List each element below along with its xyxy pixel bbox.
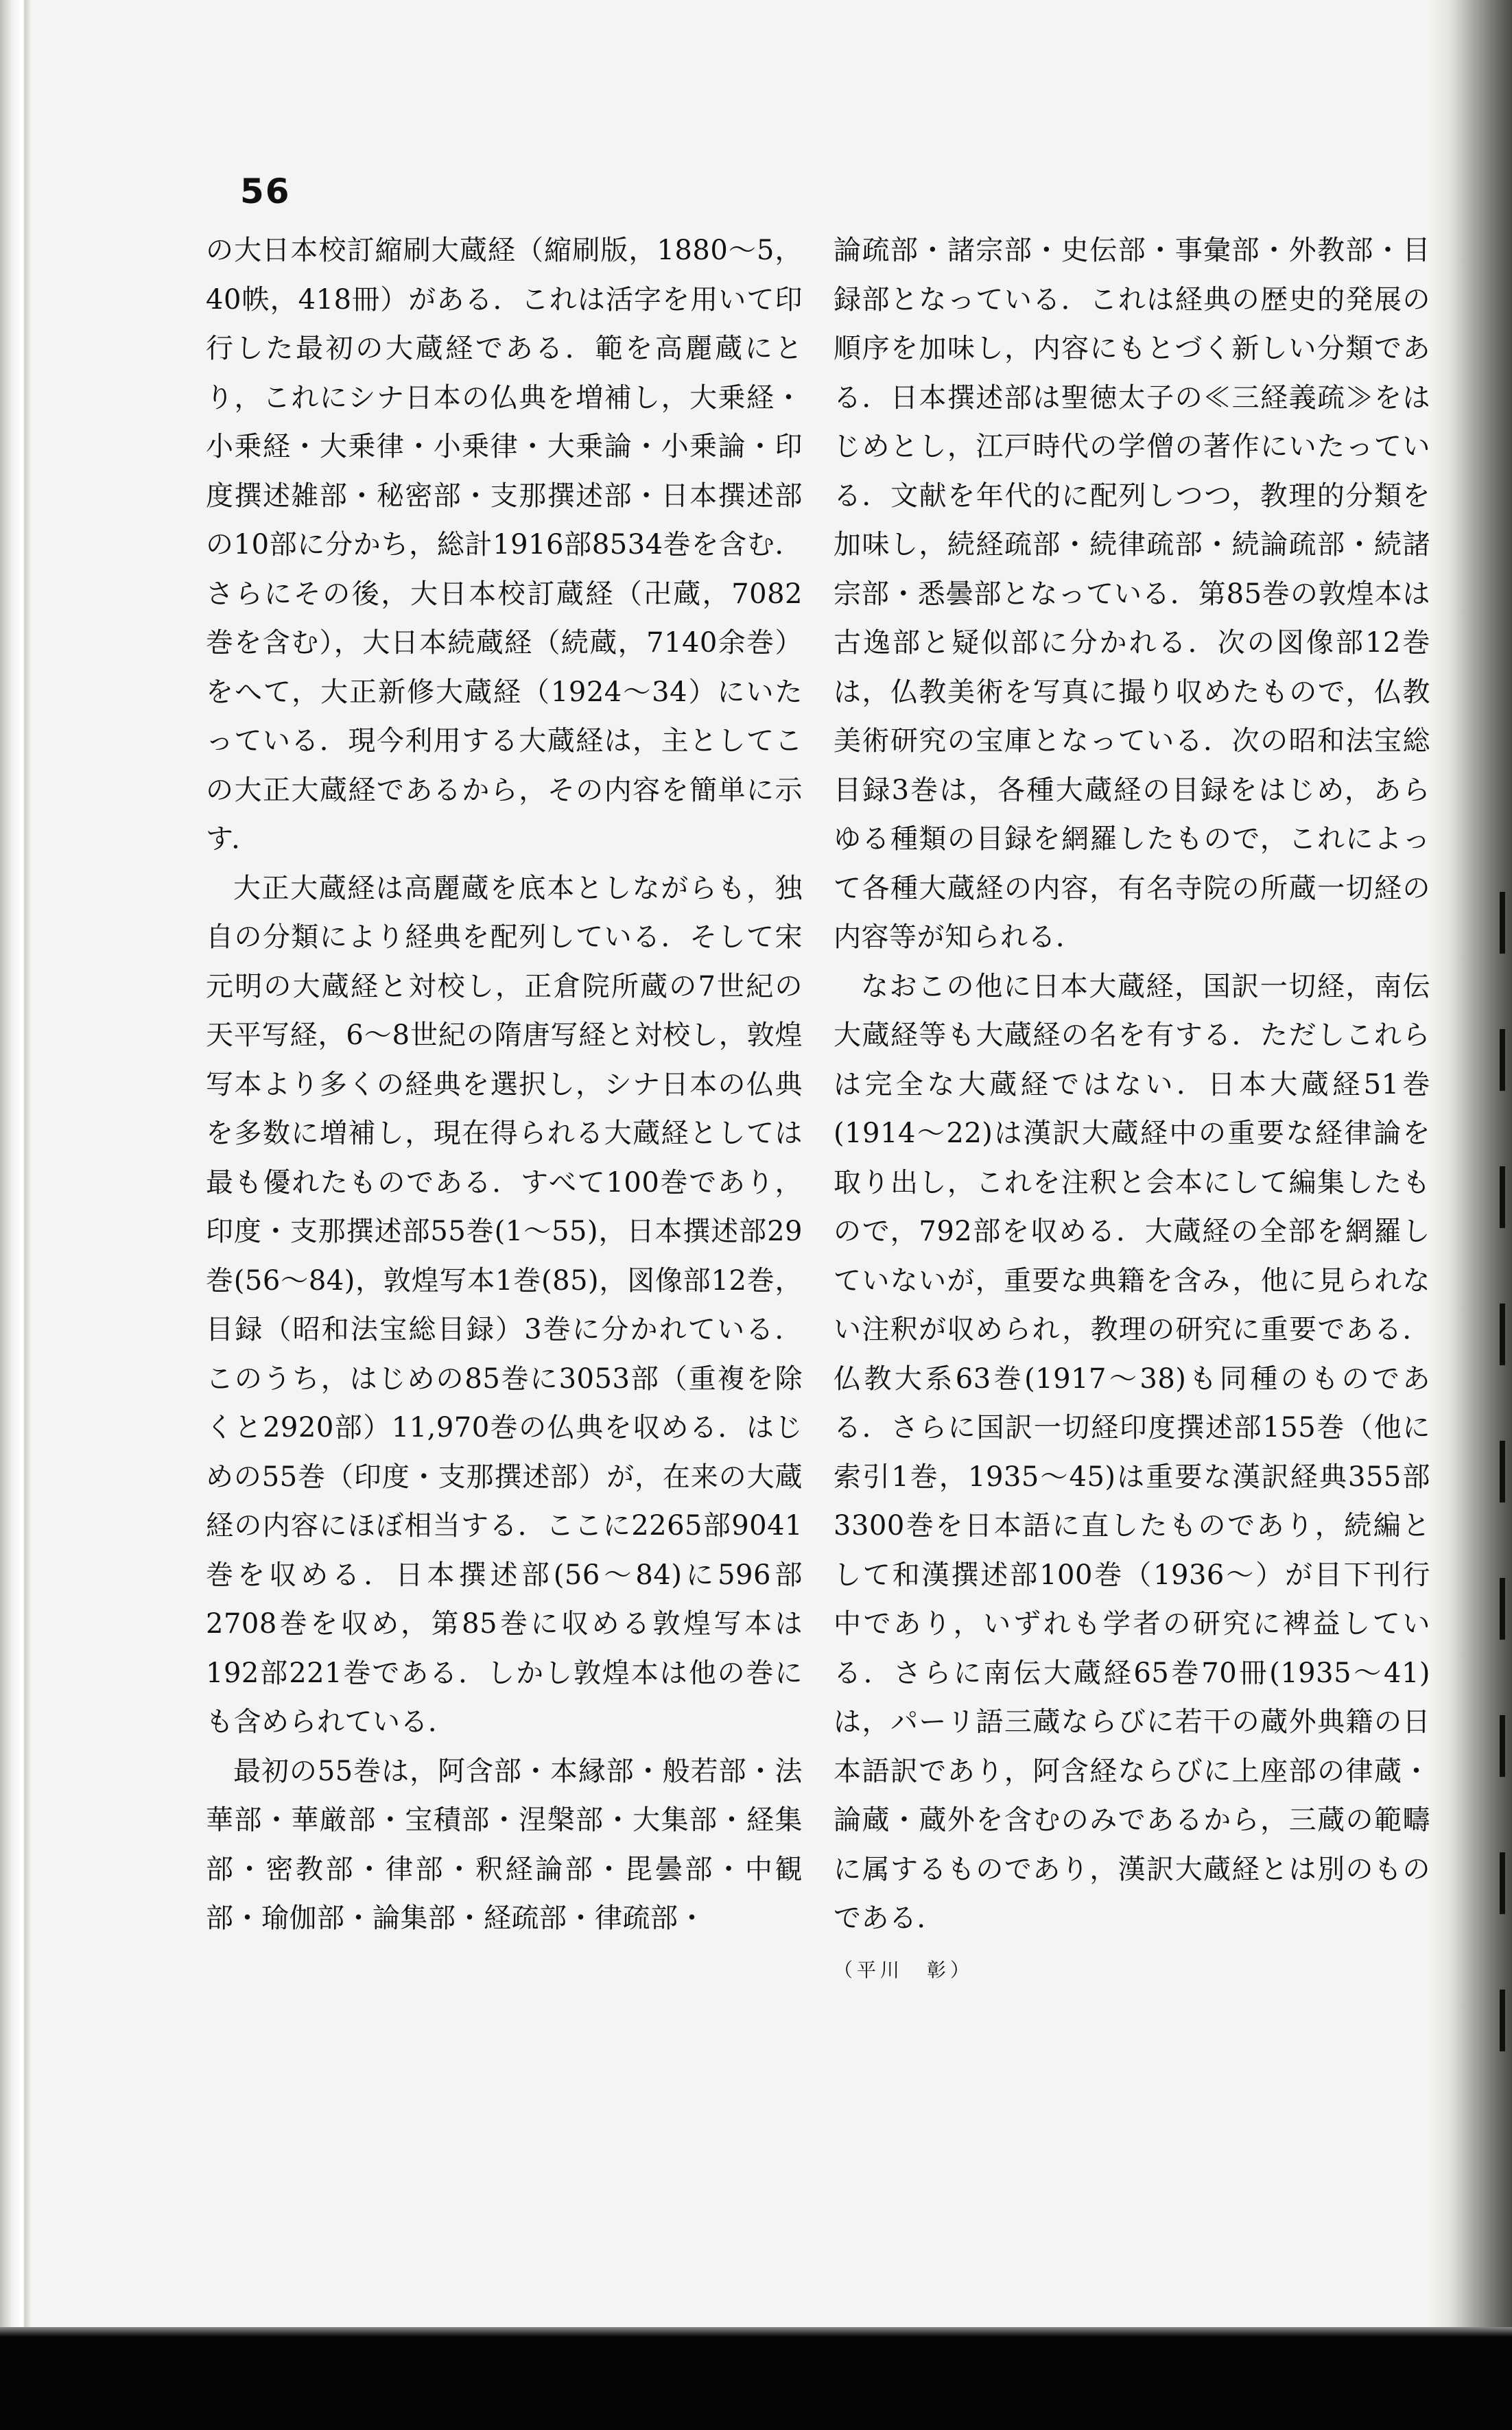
paragraph: なおこの他に日本大蔵経，国訳一切経，南伝大蔵経等も大蔵経の名を有する．ただしこれらは完全な大蔵経ではない．日本大蔵経51巻(1914～22)は漢訳大蔵経中の重要な経律論を取り出し，これを注釈と会本にして編集したもので，792部を収める．大蔵経の全部を網羅していないが，重要な典籍を含み，他に見られない注釈が収められ，教理の研究に重要である．仏教大系63巻(1917～38)も同種のものである．さらに国訳一切経印度撰述部155巻（他に索引1巻，1935～45)は重要な漢訳経典355部3300巻を日本語に直したものであり，続編として和漢撰述部100巻（1936～）が目下刊行中であり，いずれも学者の研究に裨益している．さらに南伝大蔵経65巻70冊(1935～41)は，パーリ語三蔵ならびに若干の蔵外典籍の日本語訳であり，阿含経ならびに上座部の律蔵・論蔵・蔵外を含むのみであるから，三蔵の範疇に属するものであり，漢訳大蔵経とは別のものである． (834, 970, 1430, 1934)
page-right-edge (1430, 0, 1512, 2430)
paragraph: の大日本校訂縮刷大蔵経（縮刷版，1880～5，40帙，418冊）がある．これは活字を用いて印行した最初の大蔵経である．範を高麗蔵にとり，これにシナ日本の仏典を増補し，大乗経・小乗経・大乗律・小乗律・大乗論・小乗論・印度撰述雑部・秘密部・支那撰述部・日本撰述部の10部に分かち，総計1916部8534巻を含む．さらにその後，大日本校訂蔵経（卍蔵，7082巻を含む），大日本続蔵経（続蔵，7140余巻）をへて，大正新修大蔵経（1924～34）にいたっている．現今利用する大蔵経は，主としてこの大正大蔵経であるから，その内容を簡単に示す． (206, 235, 803, 855)
paragraph: 最初の55巻は，阿含部・本縁部・般若部・法華部・華厳部・宝積部・涅槃部・大集部・経集部・密教部・律部・釈経論部・毘曇部・中観部・瑜伽部・論集部・経疏部・律疏部・ (206, 1755, 803, 1934)
paragraph: 大正大蔵経は高麗蔵を底本としながらも，独自の分類により経典を配列している．そして宋元明の大蔵経と対校し，正倉院所蔵の7世紀の天平写経，6～8世紀の隋唐写経と対校し，敦煌写本より多くの経典を選択し，シナ日本の仏典を多数に増補し，現在得られる大蔵経としては最も優れたものである．すべて100巻であり，印度・支那撰述部55巻(1～55)，日本撰述部29巻(56～84)，敦煌写本1巻(85)，図像部12巻，目録（昭和法宝総目録）3巻に分かれている．このうち，はじめの85巻に3053部（重複を除くと2920部）11,970巻の仏典を収める．はじめの55巻（印度・支那撰述部）が，在来の大蔵経の内容にほぼ相当する．ここに2265部9041巻を収める．日本撰述部(56～84)に596部2708巻を収め，第85巻に収める敦煌写本は192部221巻である．しかし敦煌本は他の巻にも含められている． (206, 872, 803, 1738)
paragraph: 論疏部・諸宗部・史伝部・事彙部・外教部・目録部となっている．これは経典の歴史的発展の順序を加味し，内容にもとづく新しい分類である．日本撰述部は聖徳太子の≪三経義疏≫をはじめとし，江戸時代の学僧の著作にいたっている．文献を年代的に配列しつつ，教理的分類を加味し，続経疏部・続律疏部・続論疏部・続諸宗部・悉曇部となっている．第85巻の敦煌本は古逸部と疑似部に分かれる．次の図像部12巻は，仏教美術を写真に撮り収めたもので，仏教美術研究の宝庫となっている．次の昭和法宝総目録3巻は，各種大蔵経の目録をはじめ，あらゆる種類の目録を網羅したもので，これによって各種大蔵経の内容，有名寺院の所蔵一切経の内容等が知られる． (834, 235, 1430, 953)
author-line (834, 1944, 1430, 1995)
left-column (206, 226, 803, 1944)
page-left-edge (0, 0, 32, 2430)
scan-bottom-band (0, 2327, 1512, 2430)
page-number: 56 (240, 172, 291, 211)
author-credit: （平川 彰） (834, 1958, 974, 1981)
right-column (834, 226, 1430, 1994)
binding-marks (1500, 892, 1507, 2127)
